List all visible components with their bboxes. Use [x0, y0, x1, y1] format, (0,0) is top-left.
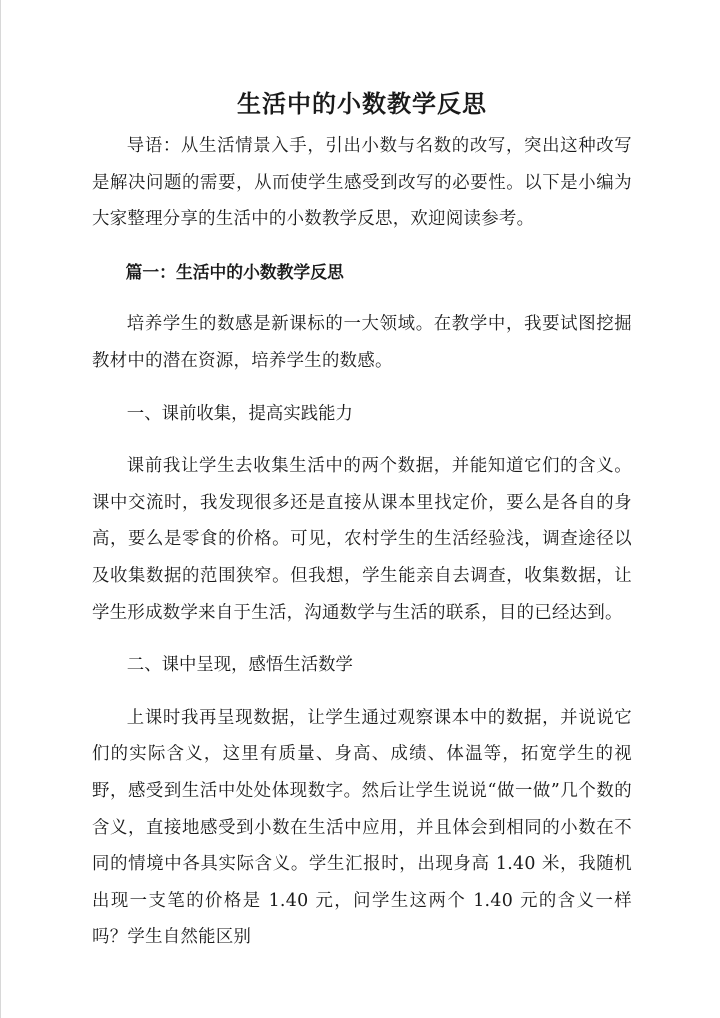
section-title: 篇一：生活中的小数教学反思: [125, 261, 344, 282]
page-edge-divider: [0, 0, 1, 1018]
spacer: [92, 432, 632, 448]
spacer: [92, 684, 632, 700]
spacer: [92, 380, 632, 396]
body-paragraph-3: 上课时我再呈现数据，让学生通过观察课本中的数据，并说说它们的实际含义，这里有质量、身高、成绩、体温等，拓宽学生的视野，感受到生活中处处体现数字。然后让学生说说“做一做”几个数的含义，直接地感受到小数在生活中应用，并且体会到相同的小数在不同的情境中各具实际含义。学生汇报时，出现身高 1.40 米，我随机出现一支笔的价格是 1.40 元，问学生这两个 1.40 元的含义一样吗？学生自然能区别: [92, 707, 632, 948]
spacer: [92, 290, 632, 306]
spacer: [92, 631, 632, 647]
document-title: 生活中的小数教学反思: [237, 90, 487, 118]
body-paragraph-1: 培养学生的数感是新课标的一大领域。在教学中，我要试图挖掘教材中的潜在资源，培养学生的数感。: [92, 314, 632, 371]
body-paragraph-2: 课前我让学生去收集生活中的两个数据，并能知道它们的含义。课中交流时，我发现很多还是直接从课本里找定价，要么是各自的身高，要么是零食的价格。可见，农村学生的生活经验浅，调查途径以及收集数据的范围狭窄。但我想，学生能亲自去调查，收集数据，让学生形成数学来自于生活，沟通数学与生活的联系，目的已经达到。: [92, 456, 632, 623]
document-body: [92, 82, 632, 956]
subheading-2: 二、课中呈现，感悟生活数学: [126, 655, 353, 676]
intro-paragraph: 导语：从生活情景入手，引出小数与名数的改写，突出这种改写是解决问题的需要，从而使学生感受到改写的必要性。以下是小编为大家整理分享的生活中的小数教学反思，欢迎阅读参考。: [92, 136, 632, 230]
spacer: [92, 238, 632, 254]
subheading-1: 一、课前收集，提高实践能力: [126, 403, 353, 424]
